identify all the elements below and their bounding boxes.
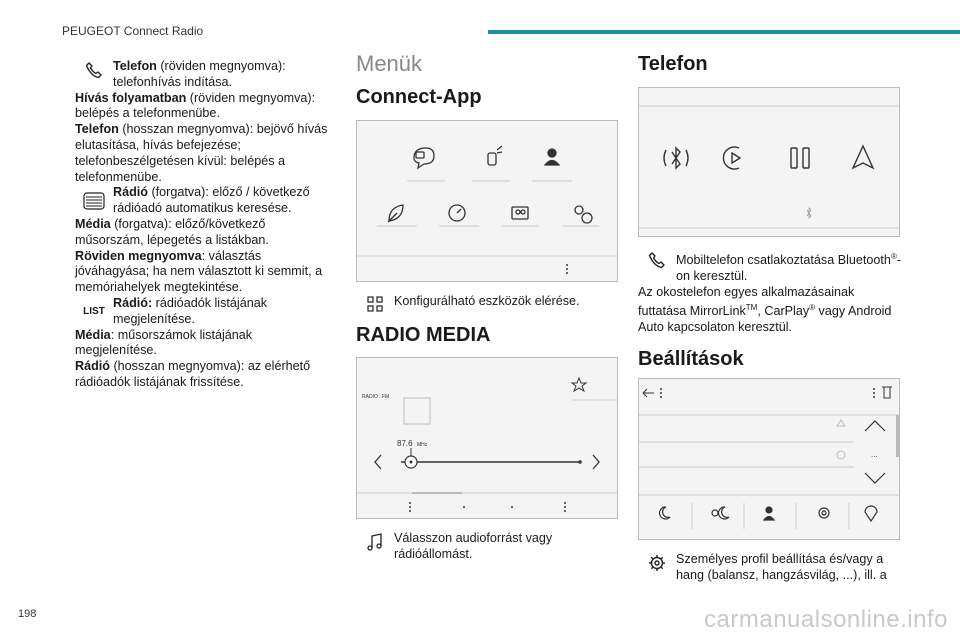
radio-media-note [356,531,620,563]
connect-app-caption: Konfigurálható eszközök elérése. [394,293,580,308]
radio-media-screen [356,357,618,519]
settings-more-icon [873,388,875,398]
bluetooth-phone-icon [664,148,688,168]
header-title: PEUGEOT Connect Radio [62,24,204,38]
para-short-press: Röviden megnyomva: választás jóváhagyása; ha nem választott ki semmit, a memóriahelyek megtekintése. [75,248,323,295]
profile-settings-icon [764,507,774,520]
radio-label: Rádió [113,185,148,200]
para-call-in-progress: Hívás folyamatban (röviden megnyomva): belépés a telefonmenübe. [75,90,316,121]
spray-icon [488,146,502,165]
android-auto-icon [853,146,873,168]
back-arrow-icon [643,389,654,397]
music-note-icon [356,531,394,551]
column-middle [356,52,620,563]
info-icon [837,451,845,459]
radio-list-label: Rádió: [113,295,153,310]
header-accent-bar [488,30,960,34]
fan-timer-icon [575,206,592,223]
telefon-short-desc: (röviden megnyomva): [156,59,286,73]
telefon-screen [638,87,900,237]
connect-app-note [356,294,620,312]
telefon-note [638,249,902,285]
trash-icon [882,387,892,398]
connect-app-screen [356,120,618,282]
beallitasok-note [638,552,902,584]
page-number: 198 [18,608,37,620]
scrollbar-thumb [896,415,899,457]
scroll-down-chevron-icon [865,473,885,483]
radio-list-desc: rádióadók listájának megjelenítése. [113,295,268,326]
gauge-icon [449,205,465,221]
gear-icon [638,552,676,572]
item-list [75,296,337,328]
telefon-caption-2: Az okostelefon egyes alkalmazásainak futtatása MirrorLink™, CarPlay® vagy Android Auto kapcsolaton keresztül. [638,284,892,335]
day-night-icon [712,507,729,519]
title-radio-media: RADIO MEDIA [356,323,491,346]
more-menu-icon [566,264,568,274]
telefon-label: Telefon [113,59,157,73]
radio-media-caption: Válasszon audioforrást vagy rádióállomást. [394,531,553,562]
next-chevron-icon [593,455,599,469]
para-media-rotate: Média (forgatva): előző/következő műsorszám, lépegetés a listákban. [75,216,269,247]
telefon-caption-1: Mobiltelefon csatlakoztatása Bluetooth®-on keresztül. [676,251,902,283]
warning-icon [837,420,845,426]
para-radio-long: Rádió (hosszan megnyomva): az elérhető rádióadók listájának frissítése. [75,359,311,389]
favorite-star-icon [572,378,586,391]
eco-leaf-icon [388,205,403,222]
location-privacy-icon [865,506,877,521]
system-settings-icon [819,508,829,518]
beallitasok-screen [638,378,900,540]
scroll-up-chevron-icon [865,421,885,431]
phone-icon [75,59,113,79]
mirrorlink-icon [791,148,809,168]
para-telefon-long: Telefon (hosszan megnyomva): bejövő hívás elutasítása, hívás befejezése; telefonbeszélgetésen kívül: belépés a telefonmenübe. [75,122,328,184]
item-radio-rotate [75,185,337,217]
radio-frequency: 87.6 [397,439,413,449]
telefon-short-desc-2: telefonhívás indítása. [113,74,233,89]
thumbwheel-icon [75,190,113,212]
grid-icon [356,294,394,312]
para-media-list: Média: műsorszámok listájának megjelenítése. [75,327,253,358]
carplay-icon [723,147,740,169]
connectivity-icon [414,148,434,168]
contacts-icon [512,207,528,219]
item-telefon-short [75,59,337,91]
watermark: carmanualsonline.info [704,606,948,633]
column-right [638,52,902,584]
settings-ellipsis: ... [871,449,878,459]
radio-rotate-desc: (forgatva): előző / következő rádióadó automatikus keresése. [113,185,310,216]
list-icon: LIST [83,305,105,317]
column-left [75,59,337,391]
radio-screen-label: RADIO . FM [362,394,390,401]
title-connect-app: Connect-App [356,85,482,108]
person-icon [545,149,559,165]
title-beallitasok: Beállítások [638,348,744,371]
prev-chevron-icon [375,455,381,469]
radio-unit: MHz [417,442,428,449]
title-telefon: Telefon [638,53,708,75]
section-title-menuk: Menük [356,51,423,76]
night-mode-icon [660,507,670,519]
album-art-placeholder [404,398,430,424]
bluetooth-status-icon [807,208,811,218]
beallitasok-caption: Személyes profil beállítása és/vagy a hang (balansz, hangzásvilág, ...), ill. a [676,551,887,582]
phone-icon-small [638,249,676,269]
